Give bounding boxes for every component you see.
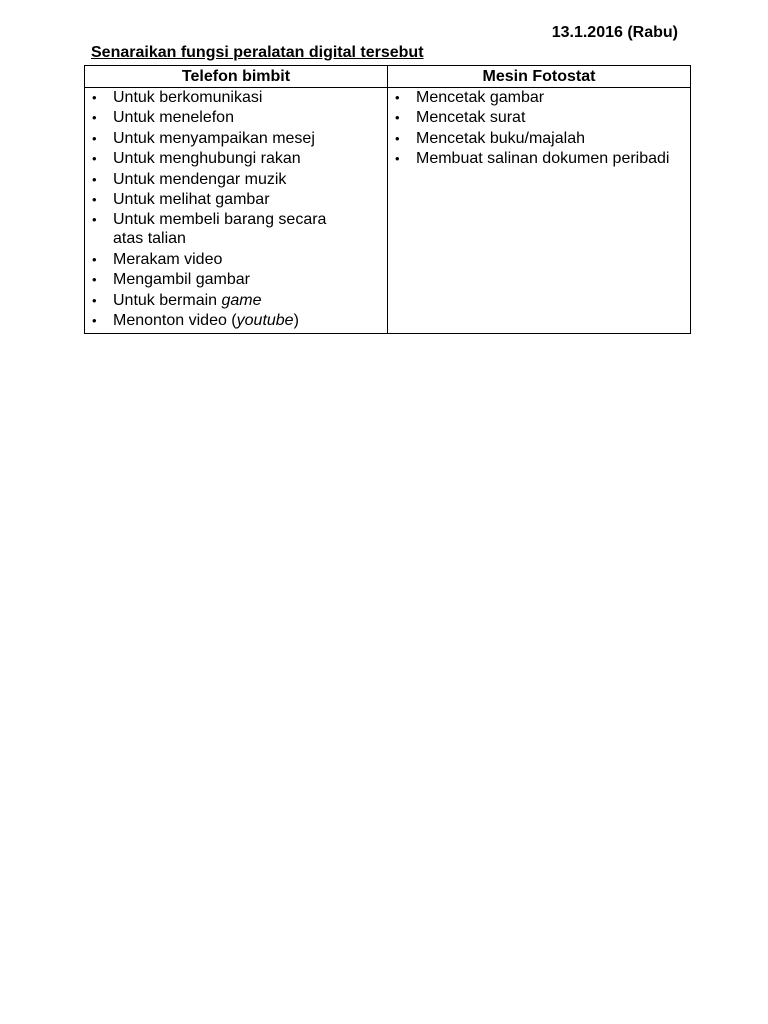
bullet-icon: • <box>92 292 97 308</box>
bullet-icon: • <box>92 90 97 105</box>
bullet-icon: • <box>92 171 97 187</box>
list-item: • Mencetak surat <box>395 109 526 127</box>
bullet-icon: • <box>92 251 97 267</box>
bullet-icon: • <box>92 110 97 126</box>
fotostat-list <box>388 88 690 172</box>
fotostat-cell <box>388 88 691 334</box>
list-item: • Mengambil gambar <box>92 271 250 289</box>
bullet-icon: • <box>92 312 97 328</box>
bullet-icon: • <box>92 272 97 288</box>
document-heading: Senaraikan fungsi peralatan digital tersebut <box>91 44 424 61</box>
bullet-icon: • <box>395 130 400 146</box>
list-item: • Untuk mendengar muzik <box>92 170 287 188</box>
bullet-icon: • <box>395 151 400 167</box>
list-item: • Untuk menghubungi rakan <box>92 150 301 168</box>
functions-table <box>84 65 691 334</box>
bullet-icon: • <box>92 130 97 146</box>
list-item: • Mencetak buku/majalah <box>395 129 585 147</box>
list-item: • Untuk menyampaikan mesej <box>92 129 315 147</box>
list-item: • Untuk membeli barang secara atas talian <box>92 211 327 248</box>
table-row <box>85 88 691 334</box>
list-item: • Merakam video <box>92 250 223 268</box>
list-item: • Untuk bermain game <box>92 291 262 309</box>
list-item: • Untuk melihat gambar <box>92 190 270 208</box>
list-item: • Menonton video (youtube) <box>92 311 299 329</box>
document-date: 13.1.2016 (Rabu) <box>551 24 678 41</box>
header-mesin-fotostat: Mesin Fotostat <box>388 66 691 88</box>
list-item: • Untuk berkomunikasi <box>92 89 263 106</box>
telefon-list <box>85 88 387 333</box>
list-item: • Untuk menelefon <box>92 109 234 127</box>
header-telefon-bimbit: Telefon bimbit <box>85 66 388 88</box>
telefon-cell <box>85 88 388 334</box>
bullet-icon: • <box>395 90 400 105</box>
list-item: • Mencetak gambar <box>395 89 545 106</box>
bullet-icon: • <box>92 151 97 167</box>
table-header-row <box>85 66 691 88</box>
bullet-icon: • <box>92 191 97 207</box>
bullet-icon: • <box>395 110 400 126</box>
list-item: • Membuat salinan dokumen peribadi <box>395 150 670 168</box>
bullet-icon: • <box>92 212 97 228</box>
